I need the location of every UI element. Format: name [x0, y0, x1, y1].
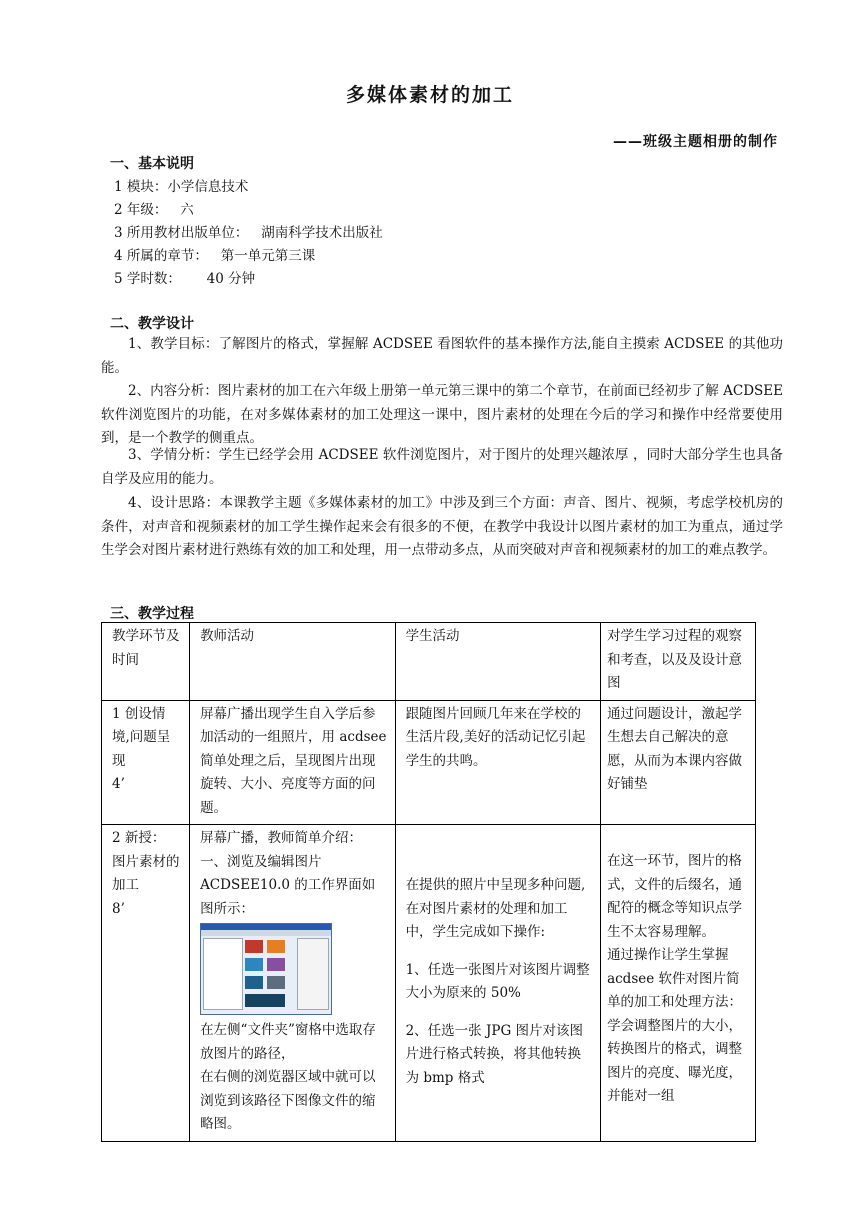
basic-info-item: 5 学时数： 40 分钟 [114, 271, 256, 287]
acdsee-screenshot-image [200, 923, 332, 1015]
basic-info-item: 2 年级： 六 [114, 202, 194, 218]
stage-time: 8’ [112, 900, 125, 917]
observation-cell [601, 825, 756, 1142]
stage-name: 图片素材的加工 [112, 853, 180, 893]
section-heading-design: 二、教学设计 [110, 316, 194, 332]
section-heading-process: 三、教学过程 [110, 606, 194, 622]
section-heading-basic: 一、基本说明 [110, 156, 194, 172]
design-paragraph-students: 3、学情分析：学生已经学会用 ACDSEE 软件浏览图片，对于图片的处理兴趣浓厚 ，同时大部分学生也具备自学及应用的能力。 [101, 447, 783, 487]
stage-name: 1 创设情境,问题呈现 [112, 705, 171, 769]
basic-info-list [114, 176, 383, 291]
basic-info-item: 1 模块：小学信息技术 [114, 179, 249, 195]
design-paragraph-content: 2、内容分析：图片素材的加工在六年级上册第一单元第三课中的第二个章节，在前面已经初步了解 ACDSEE 软件浏览图片的功能，在对多媒体素材的加工处理这一课中，图片素材的处理在今后的学习和操作中经常要使用到，是一个教学的侧重点。 [101, 383, 783, 446]
header-cell-observation: 对学生学习过程的观察和考查，以及及设计意图 [601, 623, 756, 701]
table-row [102, 825, 756, 1142]
teacher-intro-line: ACDSEE10.0 的工作界面如图所示： [200, 877, 376, 917]
student-task-item: 2、任选一张 JPG 图片对该图片进行格式转换，将其他转换为 bmp 格式 [405, 1022, 584, 1086]
stage-cell [102, 825, 190, 1142]
design-paragraph-approach: 4、设计思路：本课教学主题《多媒体素材的加工》中涉及到三个方面：声音、图片、视频，考虑学校机房的条件，对声音和视频素材的加工学生操作起来会有很多的不便，在教学中我设计以图片素材的加工为重点，通过学生学会对图片素材进行熟练有效的加工和处理，用一点带动多点，从而突破对声音和视频素材的加工的难点教学。 [101, 495, 783, 558]
student-task-intro: 在提供的照片中呈现多种问题,在对图片素材的处理和加工中，学生完成如下操作: [405, 877, 586, 940]
teacher-note-line: 在左侧“文件夹”窗格中选取存放图片的路径， [200, 1022, 376, 1062]
basic-info-item: 3 所用教材出版单位： 湖南科学技术出版社 [114, 225, 383, 241]
basic-info-item: 4 所属的章节： 第一单元第三课 [114, 248, 316, 264]
stage-label: 2 新授： [112, 830, 166, 846]
stage-time: 4’ [112, 776, 125, 792]
header-cell-teacher: 教师活动 [190, 623, 396, 701]
stage-cell [102, 700, 190, 825]
page-title: 多媒体素材的加工 [345, 84, 514, 106]
student-activity-cell [395, 825, 601, 1142]
design-paragraph-goal: 1、教学目标：了解图片的格式，掌握解 ACDSEE 看图软件的基本操作方法,能自主摸索 ACDSEE 的其他功能。 [101, 336, 783, 376]
page-subtitle: ——班级主题相册的制作 [613, 134, 778, 150]
teacher-note-line: 在右侧的浏览器区域中就可以浏览到该路径下图像文件的缩略图。 [200, 1069, 376, 1132]
observation-text: 通过操作让学生掌握 acdsee 软件对图片简单的加工和处理方法：学会调整图片的大小，转换图片的格式，调整图片的亮度、曝光度，并能对一组 [607, 947, 743, 1104]
table-header-row [102, 623, 756, 701]
student-activity-cell: 跟随图片回顾几年来在学校的生活片段,美好的活动记忆引起学生的共鸣。 [395, 700, 601, 825]
teacher-intro-line: 一、浏览及编辑图片 [200, 853, 322, 870]
header-cell-student: 学生活动 [395, 623, 601, 701]
student-task-item: 1、任选一张图片对该图片调整大小为原来的 50% [405, 961, 590, 1001]
observation-cell: 通过问题设计，激起学生想去自己解决的意愿，从而为本课内容做好铺垫 [601, 700, 756, 825]
teacher-intro-line: 屏幕广播，教师简单介绍： [200, 830, 363, 846]
observation-text: 在这一环节，图片的格式，文件的后缀名，通配符的概念等知识点学生不太容易理解。 [607, 853, 743, 940]
header-cell-stage: 教学环节及时间 [102, 623, 190, 701]
teacher-activity-cell: 屏幕广播出现学生自入学后参加活动的一组照片，用 acdsee 简单处理之后，呈现图片出现旋转、大小、亮度等方面的问题。 [190, 700, 396, 825]
table-row [102, 700, 756, 825]
teacher-activity-cell [190, 825, 396, 1142]
teaching-process-table [101, 622, 756, 1142]
